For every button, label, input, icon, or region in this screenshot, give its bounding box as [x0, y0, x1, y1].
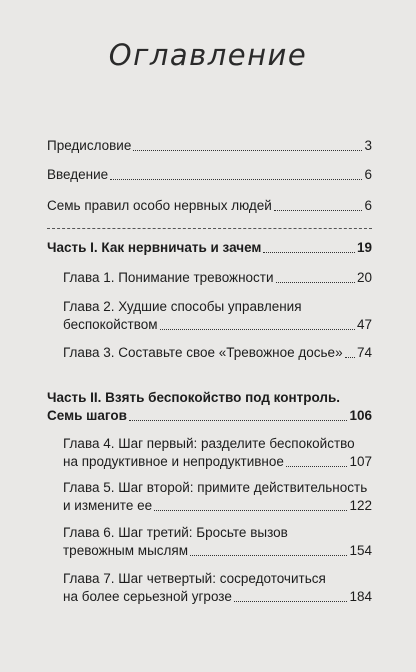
page-number: 74 [356, 345, 372, 360]
entry-label: Глава 4. Шаг первый: разделите беспокойство [63, 436, 355, 451]
entry-label-cont: Семь шагов [47, 408, 127, 423]
entry-label: Семь правил особо нервных людей [47, 198, 272, 213]
toc-chapter-1 [63, 269, 372, 287]
toc-chapter-3 [63, 344, 372, 362]
page-number: 3 [364, 138, 372, 153]
page-number: 47 [356, 317, 372, 332]
entry-label-cont: на продуктивное и непродуктивное [63, 454, 284, 469]
page-title: Оглавление [108, 38, 308, 72]
leader-dots [154, 510, 347, 511]
entry-label-cont: тревожным мыслям [63, 543, 189, 558]
toc-part-1 [47, 239, 372, 257]
entry-label: Глава 6. Шаг третий: Бросьте вызов [63, 525, 288, 540]
entry-label-cont: на более серьезной угрозе [63, 589, 232, 604]
leader-dots [133, 150, 362, 151]
leader-dots [190, 555, 347, 556]
toc-chapter-4 [63, 435, 372, 471]
leader-dots [276, 282, 355, 283]
leader-dots [110, 179, 362, 180]
toc-part-2 [47, 389, 372, 425]
leader-dots [263, 252, 355, 253]
entry-label: Глава 1. Понимание тревожности [63, 270, 274, 285]
entry-label: Глава 5. Шаг второй: примите действительность [63, 480, 368, 495]
page-number: 20 [356, 270, 372, 285]
divider [47, 228, 372, 229]
page-number: 6 [364, 167, 372, 182]
leader-dots [160, 329, 355, 330]
entry-label: Часть I. Как нервничать и зачем [47, 240, 262, 255]
leader-dots [129, 420, 348, 421]
toc-chapter-2 [63, 298, 372, 334]
entry-label: Введение [47, 167, 109, 182]
toc-entry-preface [47, 137, 372, 155]
entry-label-cont: беспокойством [63, 317, 158, 332]
entry-label: Глава 2. Худшие способы управления [63, 299, 302, 314]
entry-label: Предисловие [47, 138, 132, 153]
leader-dots [274, 210, 363, 211]
page-number: 154 [349, 543, 372, 558]
entry-label: Глава 7. Шаг четвертый: сосредоточиться [63, 571, 326, 586]
page-number: 107 [349, 454, 372, 469]
toc-chapter-5 [63, 479, 372, 515]
leader-dots [345, 357, 355, 358]
toc-entry-intro [47, 166, 372, 184]
entry-label-cont: и измените ее [63, 498, 153, 513]
entry-label: Глава 3. Составьте свое «Тревожное досье» [63, 345, 343, 360]
leader-dots [234, 601, 348, 602]
page-number: 6 [364, 198, 372, 213]
page-number: 19 [356, 240, 372, 255]
page-number: 106 [349, 408, 372, 423]
entry-label: Часть II. Взять беспокойство под контроль. [47, 390, 341, 405]
toc-entry-rules [47, 197, 372, 215]
page-number: 184 [349, 589, 372, 604]
toc-chapter-6 [63, 524, 372, 560]
page-number: 122 [349, 498, 372, 513]
leader-dots [286, 466, 348, 467]
toc-chapter-7 [63, 570, 372, 606]
